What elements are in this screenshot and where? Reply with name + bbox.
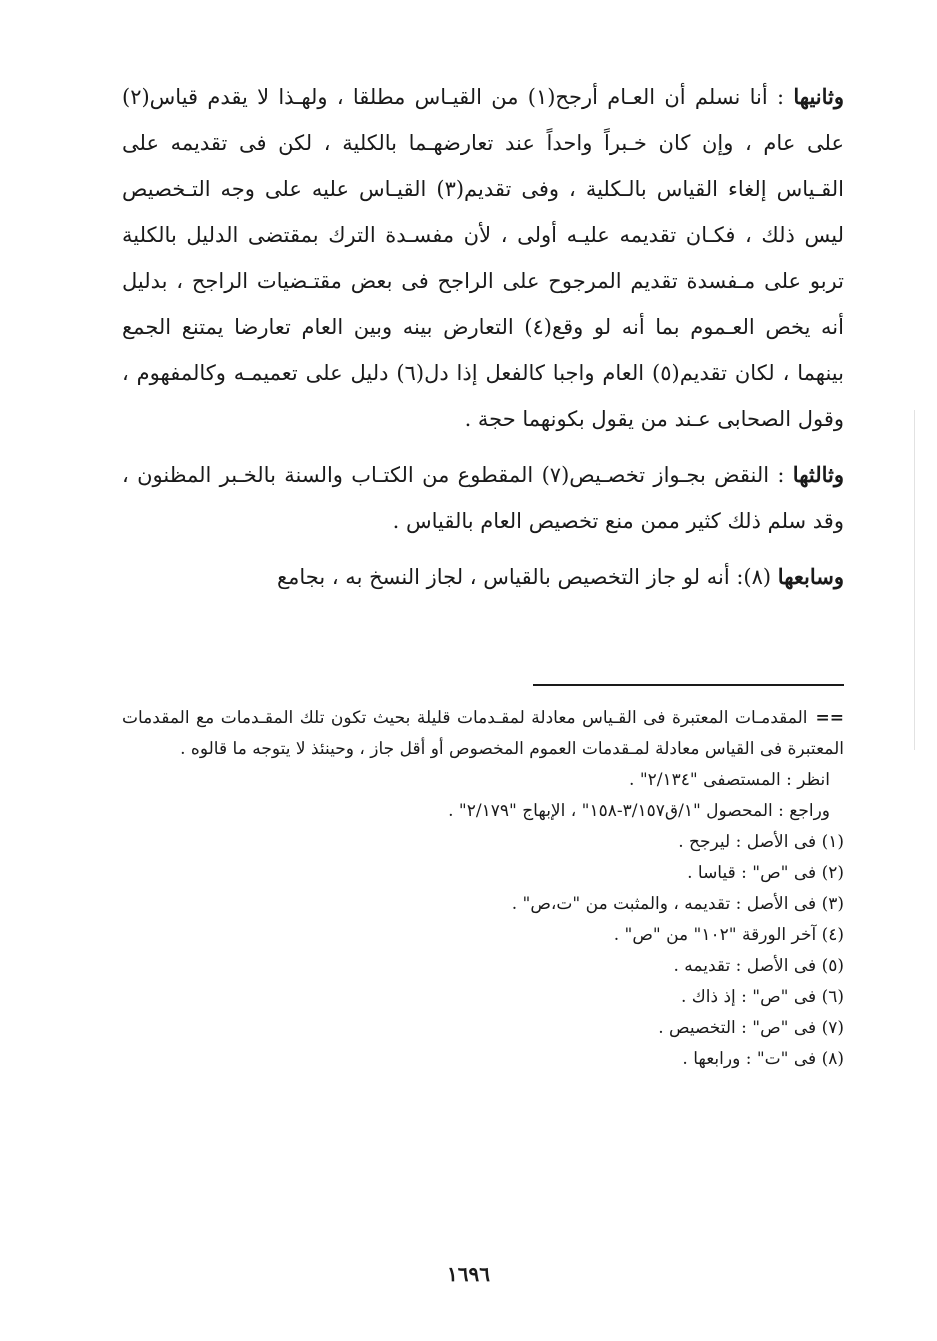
footnote-item: (٣) فى الأصل : تقديمه ، والمثبت من "ت،ص" . [511, 894, 844, 914]
continuation-marker: == [815, 708, 844, 728]
paragraph-text: : أنا نسلم أن العـام أرجح(١) من القيـاس مطلقا ، ولهـذا لا يقدم قياس(٢) على عام ، وإن كان خـبراً واحداً عند تعارضهـما بالكلية ، لكن فى تقديمه على القـياس إلغاء القياس بالـكلية ، وفى تقديم(٣) القيـاس عليه على وجه التـخصيص ليس ذلك ، فكـان تقديمه عليـه أولى ، لأن مفسـدة الترك بمقتضى الدليل بالكلية تربو على مـفسدة تقديم المرجوح على الراجح فى بعض مقتـضيات الراجح ، بدليل أنه يخص العـموم بما أنه لو وقع(٤) التعارض بينه وبين العام تعارضا يمتنع الجمع بينهما ، لكان تقديم(٥) العام واجبا كالفعل إذا دل(٦) دليل على تعميمـه وكالمفهوم ، وقول الصحابى عـند من يقول بكونهما حجة . [122, 85, 844, 431]
page-number: ١٦٩٦ [447, 1262, 490, 1286]
paragraph-text: (٨): أنه لو جاز التخصيص بالقياس ، لجاز النسخ به ، بجامع [276, 565, 778, 589]
footnote-item: (٧) فى "ص" : التخصيص . [658, 1018, 844, 1038]
footnote-item: (٢) فى "ص" : قياسا . [687, 863, 844, 883]
paragraph-third-argument [122, 452, 844, 544]
footnote-refer: وراجع : المحصول "١/ق٣/١٥٧-١٥٨" ، الإبهاج "٢/١٧٩" . [448, 801, 830, 821]
footnotes [122, 703, 844, 1075]
footnote-item: (١) فى الأصل : ليرجح . [678, 832, 844, 852]
main-text [122, 74, 844, 600]
paragraph-lead: وثانيها [793, 84, 845, 109]
paragraph-text: : النقض بجـواز تخصـيص(٧) المقطوع من الكتـاب والسنة بالخـبر المظنون ، وقد سلم ذلك كثير ممن منع تخصيص العام بالقياس . [122, 463, 844, 533]
footnote-item: (٦) فى "ص" : إذ ذاك . [680, 987, 844, 1007]
footnote-item: (٨) فى "ت" : ورابعها . [682, 1049, 844, 1069]
scan-edge-line [914, 410, 915, 750]
paragraph-seventh-argument [122, 554, 844, 600]
footnote-continuation [122, 703, 844, 765]
continuation-text: المقدمـات المعتبرة فى القـياس معادلة لمقـدمات قليلة بحيث تكون تلك المقـدمات مع المقدمات المعتبرة فى القياس معادلة لمـقدمات العموم المخصوص أو أقل جاز ، وحينئذ لا يتوجه ما قالوه . [122, 708, 844, 759]
footnote-see-also: انظر : المستصفى "٢/١٣٤" . [629, 770, 830, 790]
paragraph-lead: وسابعها [777, 564, 844, 589]
paragraph-second-argument [122, 74, 844, 442]
footnote-separator [533, 684, 844, 686]
footnote-item: (٥) فى الأصل : تقديمه . [673, 956, 844, 976]
footnote-item: (٤) آخر الورقة "١٠٢" من "ص" . [613, 925, 844, 945]
paragraph-lead: وثالثها [792, 462, 844, 487]
